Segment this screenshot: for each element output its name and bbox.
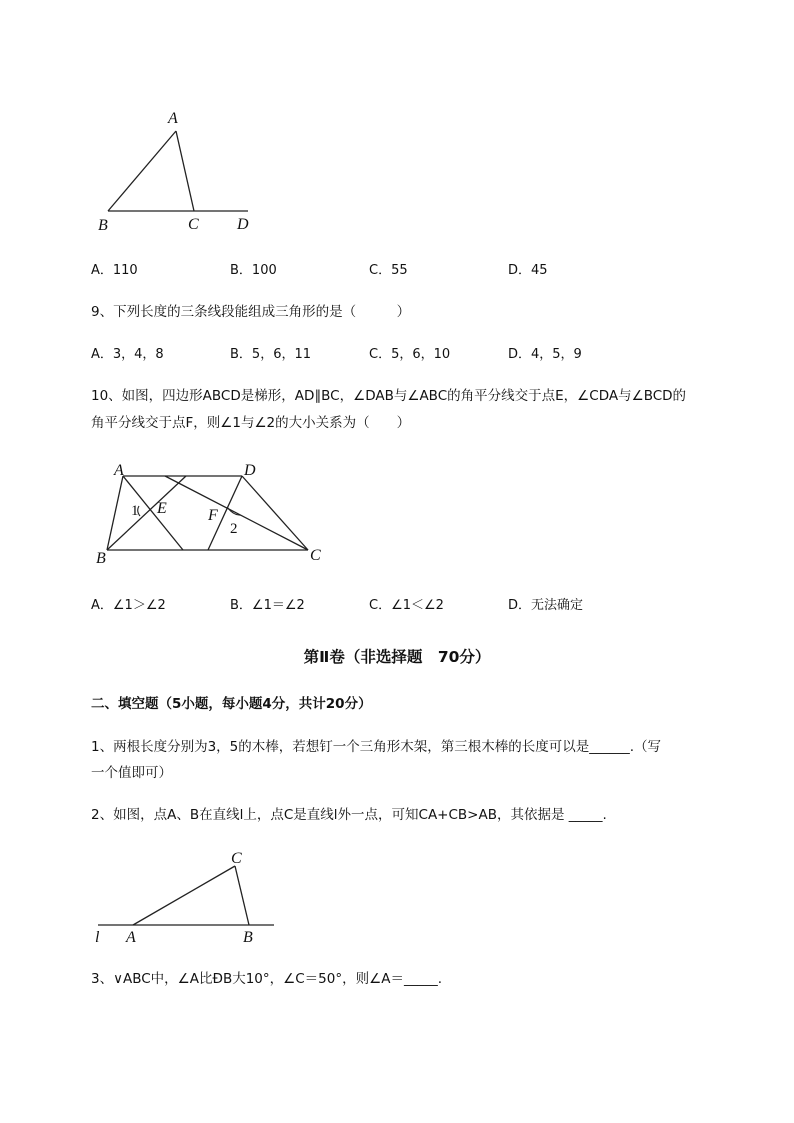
label-e: E <box>157 500 167 517</box>
fill-q3-stem: 3、∨ABC中，∠A比ÐB大10°，∠C＝50°，则∠A＝_____. <box>91 971 442 987</box>
q10-option-a: A．∠1＞∠2 <box>91 598 166 613</box>
label-d: D <box>244 462 256 479</box>
triangle-figure-q8 <box>90 100 270 240</box>
q10-stem-line2: 角平分线交于点F，则∠1与∠2的大小关系为（ ） <box>91 415 411 431</box>
label-angle-1: 1 <box>131 503 139 519</box>
q10-option-d: D．无法确定 <box>508 598 584 613</box>
label-c: C <box>231 850 242 867</box>
label-l: l <box>95 929 100 946</box>
q10-stem-line1: 10、如图，四边形ABCD是梯形，AD∥BC，∠DAB与∠ABC的角平分线交于点E，∠CDA与∠BCD的 <box>91 388 687 404</box>
q9-option-a: A．3，4，8 <box>91 347 164 362</box>
label-a: A <box>168 110 178 127</box>
q9-stem: 9、下列长度的三条线段能组成三角形的是（ ） <box>91 304 411 320</box>
q9-option-c: C．5，6，10 <box>369 347 451 362</box>
segment-bc <box>235 866 249 925</box>
segment-ac <box>133 866 235 925</box>
q8-option-a: A．110 <box>91 263 138 278</box>
label-b: B <box>96 550 106 567</box>
side-ab <box>107 476 123 550</box>
q8-option-d: D．45 <box>508 263 548 278</box>
triangle-figure-f2 <box>85 845 285 950</box>
label-f: F <box>208 507 218 524</box>
fill-in-section-heading: 二、填空题（5小题，每小题4分，共计20分） <box>91 696 372 712</box>
trapezoid-figure-q10 <box>90 455 335 570</box>
fill-q1-line1: 1、两根长度分别为3，5的木棒，若想钉一个三角形木架，第三根木棒的长度可以是______.（写 <box>91 739 662 755</box>
fill-q1-line2: 一个值即可） <box>91 765 172 781</box>
label-b: B <box>243 929 253 946</box>
part-ii-title: 第Ⅱ卷（非选择题 70分） <box>303 648 491 666</box>
q9-option-b: B．5，6，11 <box>230 347 312 362</box>
label-a: A <box>114 462 124 479</box>
side-dc <box>242 476 308 550</box>
q8-option-b: B．100 <box>230 263 277 278</box>
label-c: C <box>310 547 321 564</box>
segment-ac <box>176 131 194 211</box>
label-b: B <box>98 217 108 234</box>
label-a: A <box>126 929 136 946</box>
q10-option-c: C．∠1＜∠2 <box>369 598 444 613</box>
fill-q2-stem: 2、如图，点A、B在直线l上，点C是直线l外一点，可知CA+CB>AB，其依据是 _____. <box>91 807 607 823</box>
q9-option-d: D．4，5，9 <box>508 347 582 362</box>
label-c: C <box>188 216 199 233</box>
label-angle-2: 2 <box>230 521 238 537</box>
q10-option-b: B．∠1＝∠2 <box>230 598 305 613</box>
label-d: D <box>237 216 249 233</box>
q8-option-c: C．55 <box>369 263 408 278</box>
segment-ab <box>108 131 176 211</box>
